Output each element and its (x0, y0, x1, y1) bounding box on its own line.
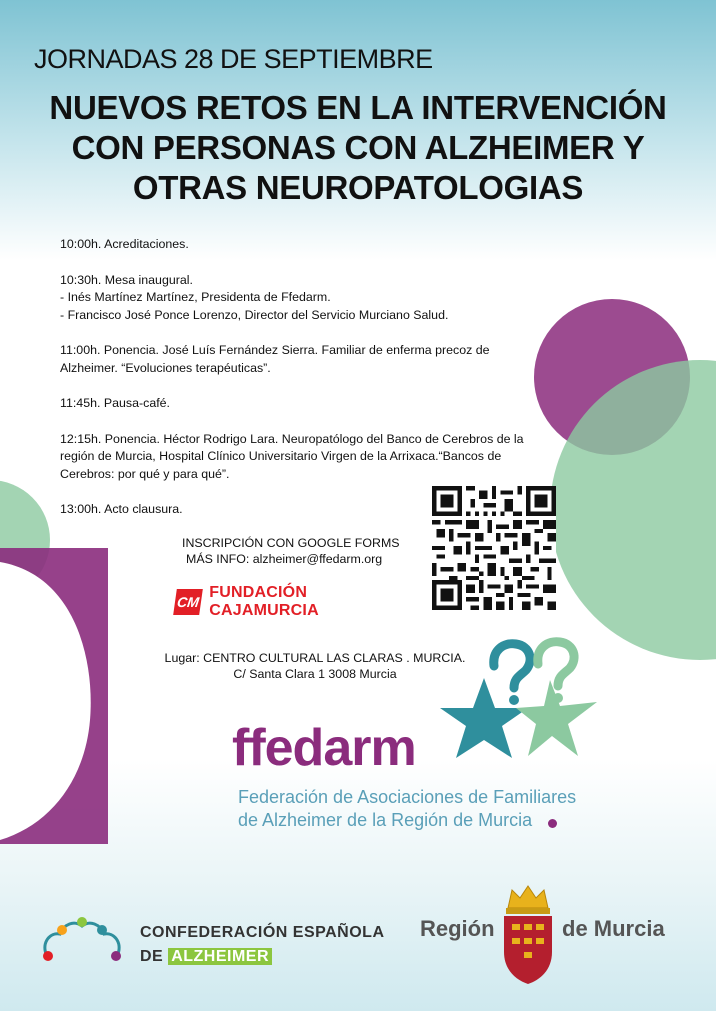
program-item (60, 395, 540, 413)
program-item (60, 342, 540, 377)
registration-line: INSCRIPCIÓN CON GOOGLE FORMS (182, 536, 400, 550)
region-label-right: de Murcia (562, 916, 665, 941)
program-item (60, 272, 540, 325)
title-line: OTRAS NEUROPATOLOGIAS (132, 169, 584, 206)
alzheimer-badge: ALZHEIMER (168, 948, 272, 965)
confederation-line: CONFEDERACIÓN ESPAÑOLA (140, 924, 385, 941)
program-line: 13:00h. Acto clausura. (60, 502, 183, 516)
ffedarm-subtitle-line: de Alzheimer de la Región de Murcia (238, 810, 533, 830)
program-item (60, 236, 540, 254)
registration-email[interactable]: MÁS INFO: alzheimer@ffedarm.org (186, 552, 383, 566)
murcia-coat-of-arms-icon (500, 882, 556, 986)
page-title (0, 88, 716, 208)
program-line: 11:45h. Pausa-café. (60, 396, 170, 410)
program-line: Cerebros: por qué y para qué”. (60, 466, 230, 481)
program-line: Alzheimer. “Evoluciones terapéuticas”. (60, 360, 271, 375)
confederation-logo-icon (40, 912, 124, 966)
ffedarm-dot (548, 819, 557, 828)
program-line: 11:00h. Ponencia. José Luís Fernández Sierra. Familiar de enferma precoz de (60, 343, 490, 357)
confederation-line (140, 945, 385, 969)
program-line: 10:30h. Mesa inaugural. (60, 272, 193, 287)
cm-badge: CM (173, 589, 203, 615)
program-item (60, 431, 540, 484)
qr-code-icon[interactable] (432, 486, 556, 610)
title-line: NUEVOS RETOS EN LA INTERVENCIÓN (49, 89, 667, 126)
venue-address: C/ Santa Clara 1 3008 Murcia (233, 667, 397, 681)
ffedarm-subtitle (238, 786, 576, 832)
region-label-left: Región (420, 916, 495, 941)
ffedarm-stars-icon (432, 636, 612, 776)
confederation-prefix: DE (140, 948, 164, 965)
cajamurcia-name: FUNDACIÓN CAJAMURCIA (209, 584, 319, 619)
cajamurcia-logo (173, 585, 395, 619)
program-line: - Francisco José Ponce Lorenzo, Director del Servicio Murciano Salud. (60, 307, 449, 322)
title-line: CON PERSONAS CON ALZHEIMER Y (71, 129, 645, 166)
program-line: - Inés Martínez Martínez, Presidenta de Ffedarm. (60, 290, 331, 304)
program-line: 12:15h. Ponencia. Héctor Rodrigo Lara. Neuropatólogo del Banco de Cerebros de la (60, 431, 524, 446)
venue-line: Lugar: CENTRO CULTURAL LAS CLARAS . MURCIA. (164, 651, 466, 665)
confederation-name (140, 921, 385, 969)
ffedarm-wordmark: ffedarm (232, 719, 416, 777)
program-line: región de Murcia, Hospital Clínico Universitario Virgen de la Arrixaca.“Bancos de (60, 449, 502, 463)
ffedarm-subtitle-line: Federación de Asociaciones de Familiares (238, 787, 577, 807)
event-date: JORNADAS 28 DE SEPTIEMBRE (34, 44, 433, 74)
program-line: 10:00h. Acreditaciones. (60, 237, 189, 251)
